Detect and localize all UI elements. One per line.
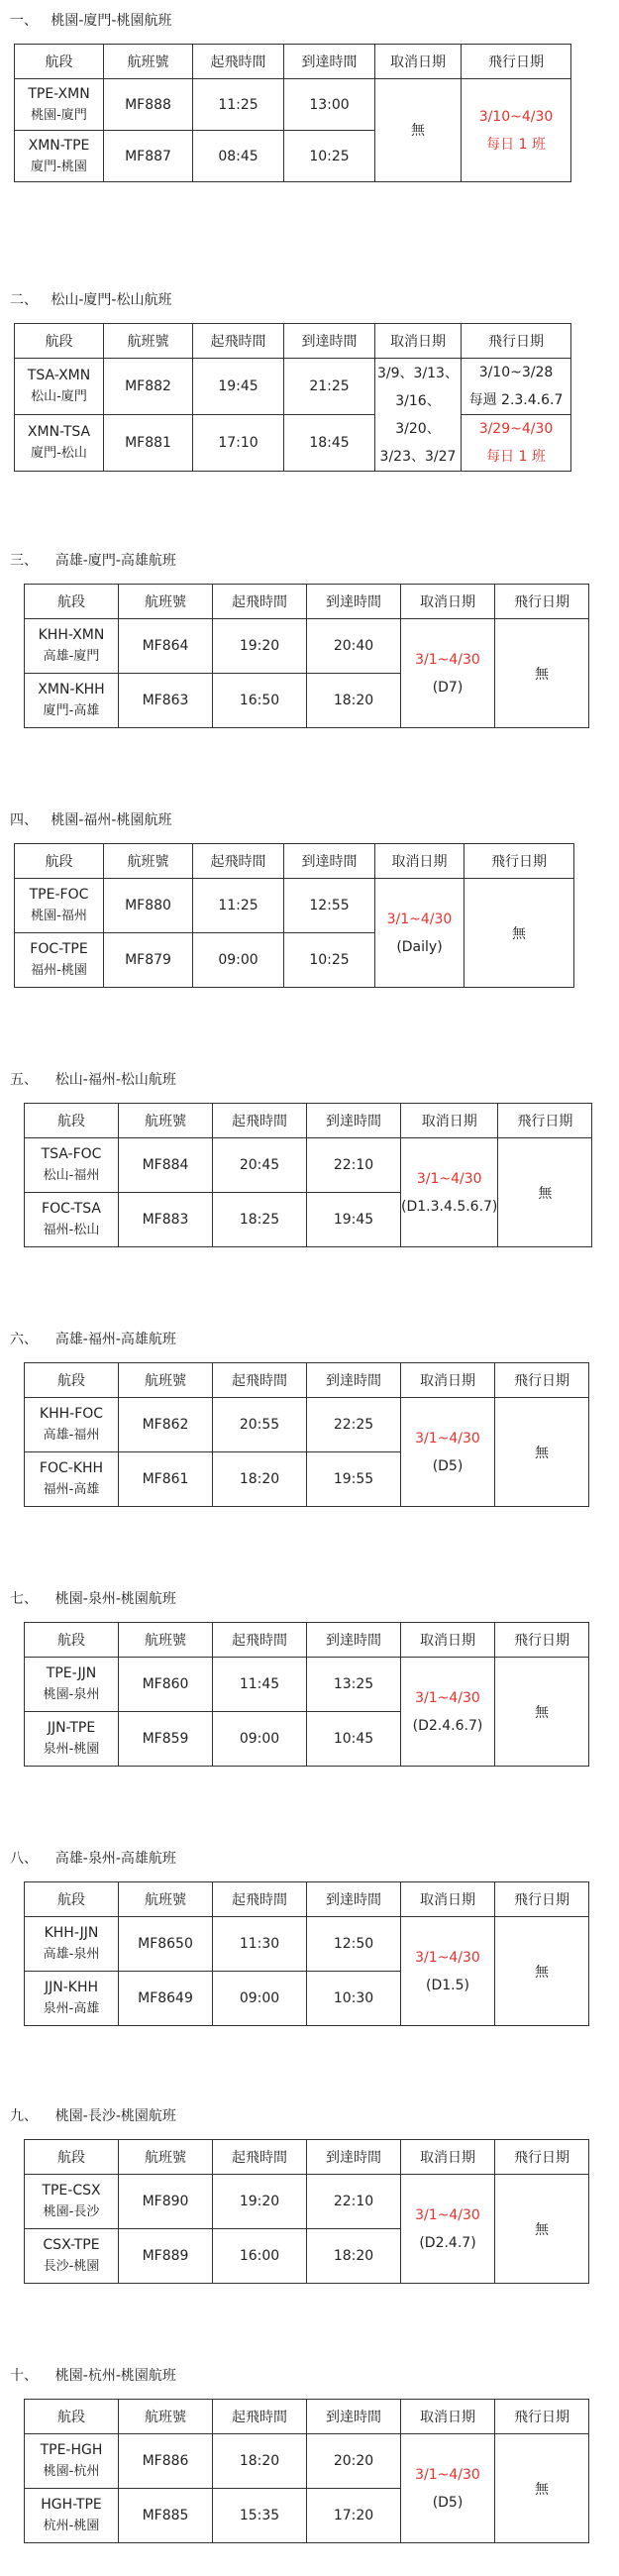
column-header: 起飛時間: [213, 1882, 307, 1917]
column-header: 起飛時間: [193, 844, 284, 879]
column-header: 到達時間: [307, 2140, 401, 2175]
column-header: 航班號: [119, 2400, 213, 2434]
flight-row: [15, 79, 571, 131]
route-name: 松山-福州: [43, 1168, 100, 1183]
column-header: 到達時間: [307, 1363, 401, 1398]
route-code: TPE-CSX: [42, 2183, 101, 2199]
route-code: XMN-KHH: [38, 682, 105, 698]
flight-table: [24, 1622, 589, 1767]
route-name: 高雄-廈門: [43, 649, 100, 664]
flight-number: MF864: [119, 619, 213, 674]
flight-date-line: 每日 1 班: [486, 136, 546, 153]
column-header: 航段: [15, 844, 104, 879]
column-header: 起飛時間: [193, 324, 284, 359]
route-cell: [25, 2175, 119, 2229]
column-header: 飛行日期: [495, 2400, 589, 2434]
flight-table: [24, 584, 589, 728]
flight-date-line: 3/10~4/30: [478, 108, 554, 125]
route-code: TPE-JJN: [46, 1665, 97, 1681]
cancel-date-range: 3/1~4/30: [415, 2466, 480, 2483]
column-header: 航段: [25, 2400, 119, 2434]
column-header: 起飛時間: [213, 1104, 307, 1138]
route-code: FOC-TSA: [42, 1201, 101, 1217]
route-name: 高雄-泉州: [43, 1947, 100, 1962]
column-header: 取消日期: [401, 2140, 495, 2175]
route-code: KHH-XMN: [38, 627, 105, 643]
column-header: 起飛時間: [213, 2140, 307, 2175]
arrival-time: 22:25: [307, 1398, 401, 1452]
cancel-days: (D5): [432, 1457, 464, 1474]
route-name: 杭州-桃園: [43, 2519, 100, 2533]
header-row: [25, 585, 589, 619]
column-header: 到達時間: [284, 844, 375, 879]
column-header: 航班號: [119, 1104, 213, 1138]
cancel-date-range: 3/1~4/30: [415, 1430, 480, 1447]
column-header: 取消日期: [401, 1882, 495, 1917]
route-code: TSA-XMN: [27, 368, 91, 383]
column-header: 航班號: [104, 45, 193, 79]
header-row: [25, 1363, 589, 1398]
flight-date-cell: 無: [495, 2434, 589, 2543]
arrival-time: 21:25: [284, 359, 375, 415]
arrival-time: 12:55: [284, 879, 375, 933]
column-header: 取消日期: [375, 844, 464, 879]
flight-number: MF889: [119, 2229, 213, 2284]
flight-number: MF861: [119, 1452, 213, 1507]
departure-time: 20:45: [213, 1138, 307, 1193]
header-row: [25, 1623, 589, 1658]
route-cell: [25, 1658, 119, 1712]
route-cell: [15, 415, 104, 472]
column-header: 取消日期: [401, 585, 495, 619]
flight-date-cell: [462, 359, 571, 415]
departure-time: 19:45: [193, 359, 284, 415]
cancel-days: (D2.4.7): [419, 2234, 476, 2251]
departure-time: 19:20: [213, 2175, 307, 2229]
route-code: CSX-TPE: [43, 2237, 100, 2253]
route-code: FOC-TPE: [30, 941, 88, 957]
cancel-date-range: 3/1~4/30: [415, 651, 480, 668]
route-code: FOC-KHH: [39, 1460, 104, 1476]
departure-time: 16:50: [213, 674, 307, 728]
flight-table: [24, 2139, 589, 2284]
column-header: 到達時間: [307, 2400, 401, 2434]
flight-number: MF883: [119, 1193, 213, 1247]
column-header: 航班號: [119, 1363, 213, 1398]
cancel-days: (D5): [432, 2494, 464, 2511]
column-header: 飛行日期: [495, 2140, 589, 2175]
arrival-time: 17:20: [307, 2489, 401, 2543]
route-name: 泉州-桃園: [43, 1742, 100, 1757]
column-header: 飛行日期: [464, 844, 574, 879]
cancel-date-range: 3/1~4/30: [415, 1949, 480, 1966]
departure-time: 09:00: [213, 1972, 307, 2026]
cancel-date-range: 3/1~4/30: [415, 2206, 480, 2223]
column-header: 到達時間: [307, 1104, 401, 1138]
column-header: 到達時間: [307, 1882, 401, 1917]
arrival-time: 10:25: [284, 131, 375, 182]
column-header: 起飛時間: [193, 45, 284, 79]
arrival-time: 10:30: [307, 1972, 401, 2026]
flight-date-line: 3/29~4/30: [478, 421, 554, 437]
flight-date-cell: 無: [495, 1658, 589, 1767]
cancel-days: (D1.5): [426, 1977, 469, 1993]
column-header: 飛行日期: [462, 45, 571, 79]
cancel-days: (D1.3.4.5.6.7): [401, 1198, 498, 1215]
header-row: [15, 324, 571, 359]
flight-date-cell: 無: [464, 879, 574, 988]
cancel-days: (D2.4.6.7): [412, 1717, 483, 1734]
route-cell: [25, 1917, 119, 1972]
route-name: 高雄-福州: [43, 1428, 100, 1443]
flight-table: [24, 1362, 589, 1507]
arrival-time: 10:25: [284, 933, 375, 988]
cancel-date-line: 3/9、3/13、: [377, 365, 459, 381]
cancel-date-range: 3/1~4/30: [415, 1689, 480, 1706]
column-header: 航段: [25, 1363, 119, 1398]
header-row: [25, 1104, 592, 1138]
flight-row: [25, 1917, 589, 1972]
cancel-date-cell: [401, 1138, 498, 1247]
route-cell: [25, 619, 119, 674]
section-title: 一、 桃園-廈門-桃園航班: [10, 13, 172, 29]
route-cell: [15, 131, 104, 182]
route-cell: [25, 1712, 119, 1767]
departure-time: 08:45: [193, 131, 284, 182]
flight-row: [15, 359, 571, 415]
route-code: KHH-FOC: [39, 1406, 104, 1422]
arrival-time: 20:40: [307, 619, 401, 674]
route-code: JJN-KHH: [44, 1980, 99, 1995]
route-cell: [25, 1398, 119, 1452]
arrival-time: 13:00: [284, 79, 375, 131]
arrival-time: 18:45: [284, 415, 375, 472]
flight-date-cell: 無: [495, 1917, 589, 2026]
flight-number: MF863: [119, 674, 213, 728]
departure-time: 11:25: [193, 79, 284, 131]
header-row: [15, 45, 571, 79]
column-header: 航段: [25, 585, 119, 619]
cancel-date-line: 無: [411, 122, 425, 139]
flight-table: [24, 1881, 589, 2026]
column-header: 航班號: [119, 2140, 213, 2175]
column-header: 航段: [25, 1882, 119, 1917]
departure-time: 17:10: [193, 415, 284, 472]
cancel-date-cell: [401, 2175, 495, 2284]
route-name: 廈門-桃園: [31, 159, 87, 174]
flight-date-cell: [462, 415, 571, 472]
route-cell: [15, 79, 104, 131]
flight-number: MF860: [119, 1658, 213, 1712]
column-header: 航班號: [104, 844, 193, 879]
cancel-date-cell: [375, 359, 462, 472]
cancel-date-line: 3/16、3/20、: [395, 392, 441, 437]
column-header: 飛行日期: [495, 585, 589, 619]
column-header: 到達時間: [284, 324, 375, 359]
flight-number: MF8649: [119, 1972, 213, 2026]
section-title: 五、 松山-福州-松山航班: [10, 1072, 176, 1088]
departure-time: 16:00: [213, 2229, 307, 2284]
route-code: KHH-JJN: [44, 1925, 99, 1941]
flight-row: [25, 1398, 589, 1452]
cancel-date-cell: [401, 1917, 495, 2026]
route-code: TPE-XMN: [28, 85, 90, 102]
section-title: 十、 桃園-杭州-桃園航班: [10, 2368, 176, 2384]
section-title: 三、 高雄-廈門-高雄航班: [10, 553, 176, 569]
route-name: 桃園-杭州: [43, 2464, 100, 2479]
arrival-time: 22:10: [307, 2175, 401, 2229]
column-header: 航班號: [119, 1623, 213, 1658]
column-header: 飛行日期: [495, 1363, 589, 1398]
route-cell: [25, 1972, 119, 2026]
flight-date-line: 3/10~3/28: [478, 365, 554, 380]
route-name: 長沙-桃園: [43, 2259, 100, 2274]
route-code: XMN-TPE: [28, 137, 90, 154]
arrival-time: 19:55: [307, 1452, 401, 1507]
route-name: 桃園-廈門: [31, 107, 87, 123]
route-name: 福州-高雄: [43, 1482, 100, 1497]
cancel-days: (D7): [432, 679, 464, 696]
column-header: 飛行日期: [462, 324, 571, 359]
cancel-days: (Daily): [396, 938, 443, 955]
header-row: [25, 2140, 589, 2175]
route-name: 松山-廈門: [31, 389, 87, 404]
route-cell: [25, 1138, 119, 1193]
departure-time: 19:20: [213, 619, 307, 674]
cancel-date-cell: [375, 79, 462, 182]
flight-number: MF884: [119, 1138, 213, 1193]
column-header: 到達時間: [307, 1623, 401, 1658]
route-name: 桃園-長沙: [43, 2204, 100, 2219]
route-code: HGH-TPE: [41, 2497, 102, 2513]
flight-row: [15, 879, 574, 933]
cancel-date-cell: [401, 2434, 495, 2543]
column-header: 飛行日期: [495, 1882, 589, 1917]
column-header: 起飛時間: [213, 2400, 307, 2434]
cancel-date-range: 3/1~4/30: [416, 1170, 482, 1187]
route-cell: [15, 933, 104, 988]
route-name: 福州-松山: [43, 1223, 100, 1237]
arrival-time: 13:25: [307, 1658, 401, 1712]
route-cell: [15, 879, 104, 933]
arrival-time: 18:20: [307, 2229, 401, 2284]
column-header: 起飛時間: [213, 1363, 307, 1398]
flight-number: MF882: [104, 359, 193, 415]
route-cell: [15, 359, 104, 415]
flight-date-cell: [462, 79, 571, 182]
flight-table: [14, 323, 571, 472]
flight-number: MF887: [104, 131, 193, 182]
flight-row: [25, 1138, 592, 1193]
column-header: 取消日期: [401, 1623, 495, 1658]
departure-time: 09:00: [213, 1712, 307, 1767]
section-title: 九、 桃園-長沙-桃園航班: [10, 2108, 176, 2124]
flight-table: [14, 843, 574, 988]
section-title: 四、 桃園-福州-桃園航班: [10, 812, 172, 828]
route-name: 桃園-泉州: [43, 1687, 100, 1702]
flight-date-cell: 無: [495, 619, 589, 728]
departure-time: 11:45: [213, 1658, 307, 1712]
arrival-time: 12:50: [307, 1917, 401, 1972]
column-header: 到達時間: [284, 45, 375, 79]
route-name: 廈門-松山: [31, 446, 87, 461]
flight-date-cell: 無: [495, 1398, 589, 1507]
departure-time: 09:00: [193, 933, 284, 988]
route-code: TPE-FOC: [29, 887, 89, 903]
flight-row: [25, 1658, 589, 1712]
section-title: 六、 高雄-福州-高雄航班: [10, 1332, 176, 1347]
flight-number: MF886: [119, 2434, 213, 2489]
departure-time: 18:25: [213, 1193, 307, 1247]
arrival-time: 18:20: [307, 674, 401, 728]
header-row: [25, 2400, 589, 2434]
arrival-time: 20:20: [307, 2434, 401, 2489]
flight-row: [25, 2175, 589, 2229]
route-code: JJN-TPE: [47, 1720, 96, 1736]
column-header: 航段: [25, 1623, 119, 1658]
flight-number: MF879: [104, 933, 193, 988]
column-header: 取消日期: [401, 1104, 498, 1138]
flight-number: MF888: [104, 79, 193, 131]
flight-row: [15, 415, 571, 472]
flight-date-line: 每日 1 班: [486, 449, 546, 465]
route-name: 廈門-高雄: [43, 703, 100, 718]
column-header: 航班號: [119, 1882, 213, 1917]
flight-number: MF8650: [119, 1917, 213, 1972]
route-cell: [25, 2489, 119, 2543]
arrival-time: 19:45: [307, 1193, 401, 1247]
route-code: TPE-HGH: [40, 2442, 103, 2458]
route-name: 泉州-高雄: [43, 2001, 100, 2016]
column-header: 飛行日期: [495, 1623, 589, 1658]
departure-time: 18:20: [213, 1452, 307, 1507]
route-code: XMN-TSA: [27, 424, 91, 440]
column-header: 航段: [25, 2140, 119, 2175]
cancel-date-cell: [401, 619, 495, 728]
section-title: 八、 高雄-泉州-高雄航班: [10, 1851, 176, 1867]
flight-number: MF859: [119, 1712, 213, 1767]
route-cell: [25, 674, 119, 728]
departure-time: 20:55: [213, 1398, 307, 1452]
flight-number: MF885: [119, 2489, 213, 2543]
departure-time: 15:35: [213, 2489, 307, 2543]
flight-row: [25, 619, 589, 674]
route-cell: [25, 1193, 119, 1247]
section-title: 七、 桃園-泉州-桃園航班: [10, 1591, 176, 1607]
cancel-date-cell: [401, 1398, 495, 1507]
departure-time: 11:25: [193, 879, 284, 933]
column-header: 取消日期: [401, 1363, 495, 1398]
route-cell: [25, 2229, 119, 2284]
column-header: 到達時間: [307, 585, 401, 619]
column-header: 取消日期: [375, 45, 462, 79]
arrival-time: 10:45: [307, 1712, 401, 1767]
departure-time: 18:20: [213, 2434, 307, 2489]
flight-date-cell: 無: [495, 2175, 589, 2284]
flight-number: MF880: [104, 879, 193, 933]
route-name: 桃園-福州: [31, 909, 87, 923]
flight-date-line: 每週 2.3.4.6.7: [468, 392, 564, 408]
header-row: [15, 844, 574, 879]
cancel-date-cell: [401, 1658, 495, 1767]
route-cell: [25, 1452, 119, 1507]
column-header: 起飛時間: [213, 585, 307, 619]
column-header: 航班號: [119, 585, 213, 619]
column-header: 飛行日期: [498, 1104, 592, 1138]
column-header: 取消日期: [375, 324, 462, 359]
section-title: 二、 松山-廈門-松山航班: [10, 292, 172, 308]
route-code: TSA-FOC: [41, 1146, 102, 1162]
flight-number: MF890: [119, 2175, 213, 2229]
column-header: 航班號: [104, 324, 193, 359]
flight-table: [14, 44, 571, 182]
flight-number: MF881: [104, 415, 193, 472]
column-header: 航段: [15, 45, 104, 79]
flight-date-cell: 無: [498, 1138, 592, 1247]
column-header: 取消日期: [401, 2400, 495, 2434]
column-header: 航段: [15, 324, 104, 359]
cancel-date-range: 3/1~4/30: [386, 911, 453, 927]
flight-table: [24, 1103, 592, 1247]
cancel-date-line: 3/23、3/27: [379, 448, 457, 465]
flight-row: [25, 2434, 589, 2489]
column-header: 起飛時間: [213, 1623, 307, 1658]
flight-number: MF862: [119, 1398, 213, 1452]
cancel-date-cell: [375, 879, 464, 988]
flight-table: [24, 2399, 589, 2543]
route-cell: [25, 2434, 119, 2489]
column-header: 航段: [25, 1104, 119, 1138]
route-name: 福州-桃園: [31, 963, 87, 978]
arrival-time: 22:10: [307, 1138, 401, 1193]
header-row: [25, 1882, 589, 1917]
departure-time: 11:30: [213, 1917, 307, 1972]
